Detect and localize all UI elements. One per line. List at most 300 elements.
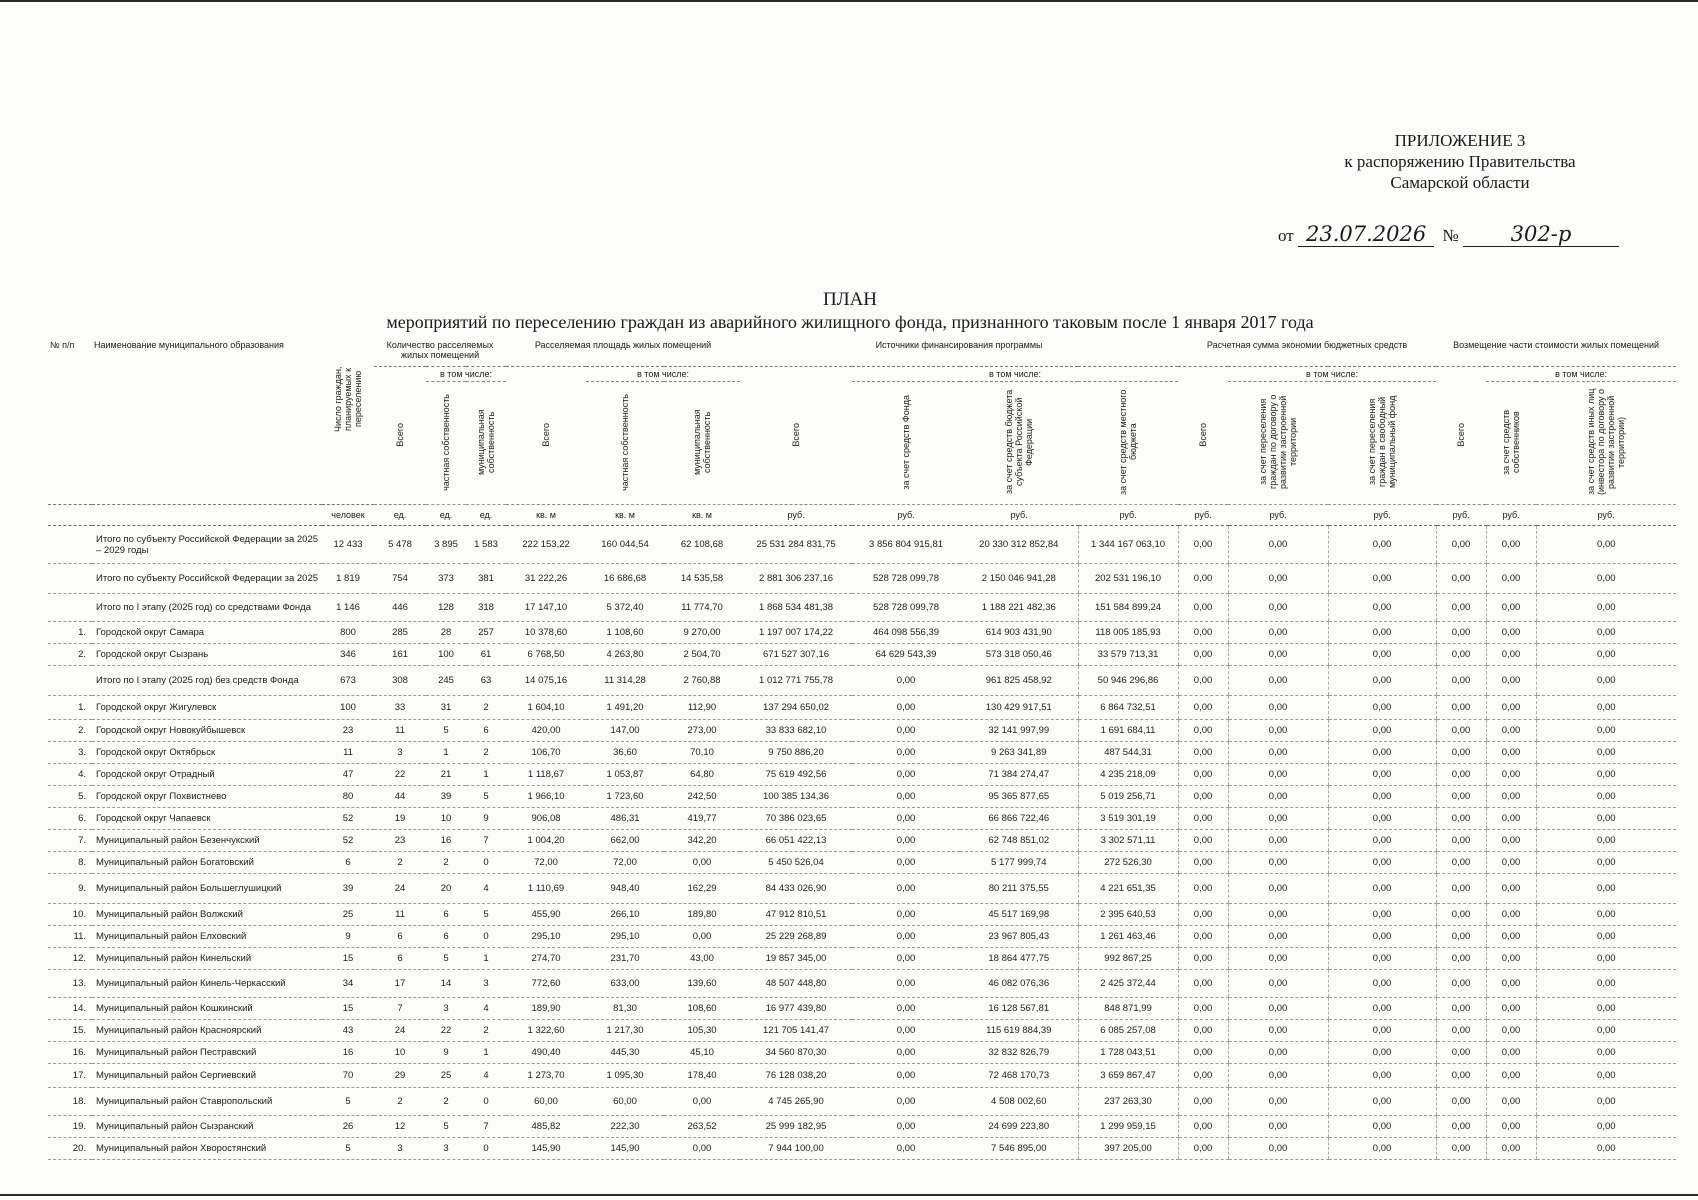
value-cell: 0,00 (852, 808, 960, 830)
comp-other-header: за счет средств иных лиц (инвестора по договору о развитии застроенной территории) (1536, 382, 1676, 505)
value-cell: 62 108,68 (664, 526, 740, 564)
row-number: 16. (48, 1042, 92, 1064)
table-row (48, 696, 1676, 720)
value-cell: 0,00 (1436, 1138, 1486, 1160)
value-cell: 373 (426, 564, 466, 594)
value-cell: 0,00 (852, 830, 960, 852)
value-cell: 0,00 (1536, 696, 1676, 720)
municipality-name: Муниципальный район Кошкинский (92, 998, 322, 1020)
value-cell: 0,00 (1228, 904, 1328, 926)
value-cell: 62 748 851,02 (960, 830, 1078, 852)
value-cell: 0,00 (852, 926, 960, 948)
value-cell: 1 344 167 063,10 (1078, 526, 1178, 564)
value-cell: 0,00 (1328, 1042, 1436, 1064)
value-cell: 528 728 099,78 (852, 594, 960, 622)
bottom-border-line (0, 1194, 1698, 1196)
value-cell: 0,00 (1178, 786, 1228, 808)
value-cell: 80 211 375,55 (960, 874, 1078, 904)
value-cell: 151 584 899,24 (1078, 594, 1178, 622)
value-cell: 0,00 (1178, 948, 1228, 970)
value-cell: 0,00 (1536, 874, 1676, 904)
table-row (48, 742, 1676, 764)
value-cell: 47 912 810,51 (740, 904, 852, 926)
value-cell: 0,00 (1436, 926, 1486, 948)
value-cell: 222,30 (586, 1116, 664, 1138)
value-cell: 3 (426, 1138, 466, 1160)
value-cell: 64 629 543,39 (852, 644, 960, 666)
value-cell: 44 (374, 786, 426, 808)
value-cell: 0,00 (1536, 852, 1676, 874)
value-cell: 0,00 (1328, 852, 1436, 874)
value-cell: 45,10 (664, 1042, 740, 1064)
value-cell: 3 302 571,11 (1078, 830, 1178, 852)
municipality-name: Муниципальный район Волжский (92, 904, 322, 926)
value-cell: 1 583 (466, 526, 506, 564)
value-cell: 0,00 (1328, 764, 1436, 786)
col-name-header: Наименование муниципального образования (92, 340, 322, 505)
value-cell: 0,00 (1178, 998, 1228, 1020)
table-row (48, 1138, 1676, 1160)
value-cell: 72,00 (506, 852, 586, 874)
municipality-name: Городской округ Октябрьск (92, 742, 322, 764)
group-compensation-header: Возмещение части стоимости жилых помещений (1436, 340, 1676, 367)
funds-total-header: Всего (740, 367, 852, 505)
municipality-name: Городской округ Жигулевск (92, 696, 322, 720)
row-number: 18. (48, 1088, 92, 1116)
value-cell: 25 229 268,89 (740, 926, 852, 948)
value-cell: 72 468 170,73 (960, 1064, 1078, 1088)
value-cell: 0,00 (1178, 594, 1228, 622)
value-cell: 0,00 (1486, 948, 1536, 970)
value-cell: 1 728 043,51 (1078, 1042, 1178, 1064)
count-total-header: Всего (374, 367, 426, 505)
row-number: 13. (48, 970, 92, 998)
document-title (340, 288, 1360, 334)
value-cell: 274,70 (506, 948, 586, 970)
value-cell: 28 (426, 622, 466, 644)
value-cell: 20 (426, 874, 466, 904)
value-cell: 0,00 (1436, 1042, 1486, 1064)
value-cell: 137 294 650,02 (740, 696, 852, 720)
value-cell: 0,00 (1178, 1116, 1228, 1138)
value-cell: 0,00 (1436, 874, 1486, 904)
value-cell: 455,90 (506, 904, 586, 926)
value-cell: 3 (374, 1138, 426, 1160)
group-area-header: Расселяемая площадь жилых помещений (506, 340, 740, 367)
value-cell: 0,00 (1178, 622, 1228, 644)
value-cell: 1 966,10 (506, 786, 586, 808)
value-cell: 6 (426, 904, 466, 926)
municipality-name: Муниципальный район Сергиевский (92, 1064, 322, 1088)
value-cell: 0,00 (1436, 970, 1486, 998)
value-cell: 3 895 (426, 526, 466, 564)
unit-cell: ед. (374, 505, 426, 526)
value-cell: 992 867,25 (1078, 948, 1178, 970)
value-cell: 1 868 534 481,38 (740, 594, 852, 622)
value-cell: 70,10 (664, 742, 740, 764)
value-cell: 1 110,69 (506, 874, 586, 904)
value-cell: 1 (466, 948, 506, 970)
row-number: 8. (48, 852, 92, 874)
value-cell: 0,00 (1436, 764, 1486, 786)
municipality-name: Городской округ Самара (92, 622, 322, 644)
table-row (48, 904, 1676, 926)
municipality-name: Итого по I этапу (2025 год) со средствами Фонда (92, 594, 322, 622)
value-cell: 1 004,20 (506, 830, 586, 852)
value-cell: 1 095,30 (586, 1064, 664, 1088)
value-cell: 295,10 (506, 926, 586, 948)
value-cell: 0,00 (852, 742, 960, 764)
value-cell: 0,00 (1328, 1064, 1436, 1088)
value-cell: 0,00 (1178, 1064, 1228, 1088)
value-cell: 2 (374, 852, 426, 874)
handwritten-number: 302-р (1463, 222, 1619, 247)
value-cell: 0,00 (1228, 564, 1328, 594)
value-cell: 84 433 026,90 (740, 874, 852, 904)
value-cell: 3 519 301,19 (1078, 808, 1178, 830)
value-cell: 0,00 (1436, 666, 1486, 696)
value-cell: 1 217,30 (586, 1020, 664, 1042)
value-cell: 0,00 (1536, 948, 1676, 970)
municipality-name: Итого по субъекту Российской Федерации за 2025 (92, 564, 322, 594)
row-number (48, 666, 92, 696)
value-cell: 25 999 182,95 (740, 1116, 852, 1138)
appendix-line-2: к распоряжению Правительства (1344, 152, 1576, 171)
value-cell: 1 261 463,46 (1078, 926, 1178, 948)
comp-incl-header: в том числе: (1486, 367, 1676, 382)
value-cell: 419,77 (664, 808, 740, 830)
value-cell: 118 005 185,93 (1078, 622, 1178, 644)
value-cell: 47 (322, 764, 374, 786)
value-cell: 10 378,60 (506, 622, 586, 644)
value-cell: 39 (426, 786, 466, 808)
value-cell: 17 (374, 970, 426, 998)
appendix-title: ПРИЛОЖЕНИЕ 3 (1394, 131, 1526, 150)
value-cell: 0,00 (1178, 564, 1228, 594)
unit-cell: кв. м (506, 505, 586, 526)
value-cell: 7 944 100,00 (740, 1138, 852, 1160)
value-cell: 2 (374, 1088, 426, 1116)
value-cell: 63 (466, 666, 506, 696)
top-border-line (0, 0, 1698, 2)
value-cell: 0,00 (1436, 998, 1486, 1020)
value-cell: 490,40 (506, 1042, 586, 1064)
value-cell: 162,29 (664, 874, 740, 904)
value-cell: 6 (374, 948, 426, 970)
value-cell: 26 (322, 1116, 374, 1138)
value-cell: 25 (426, 1064, 466, 1088)
value-cell: 257 (466, 622, 506, 644)
value-cell: 0,00 (1228, 696, 1328, 720)
table-row (48, 808, 1676, 830)
value-cell: 10 (426, 808, 466, 830)
value-cell: 0,00 (1436, 696, 1486, 720)
row-number: 1. (48, 696, 92, 720)
value-cell: 0,00 (664, 1138, 740, 1160)
resettlement-plan-table (48, 340, 1676, 1160)
value-cell: 16 128 567,81 (960, 998, 1078, 1020)
value-cell: 115 619 884,39 (960, 1020, 1078, 1042)
value-cell: 14 535,58 (664, 564, 740, 594)
unit-cell: человек (322, 505, 374, 526)
appendix-line-3: Самарской области (1390, 173, 1530, 192)
value-cell: 0,00 (1536, 764, 1676, 786)
value-cell: 24 (374, 1020, 426, 1042)
value-cell: 6 (374, 926, 426, 948)
value-cell: 0,00 (1178, 526, 1228, 564)
value-cell: 16 (322, 1042, 374, 1064)
value-cell: 0,00 (1536, 1064, 1676, 1088)
value-cell: 9 (466, 808, 506, 830)
value-cell: 52 (322, 808, 374, 830)
value-cell: 0,00 (1486, 666, 1536, 696)
value-cell: 2 150 046 941,28 (960, 564, 1078, 594)
value-cell: 0,00 (1436, 564, 1486, 594)
value-cell: 633,00 (586, 970, 664, 998)
value-cell: 5 (322, 1138, 374, 1160)
value-cell: 9 263 341,89 (960, 742, 1078, 764)
value-cell: 0,00 (1436, 1088, 1486, 1116)
value-cell: 0,00 (1178, 830, 1228, 852)
value-cell: 23 (322, 720, 374, 742)
value-cell: 0,00 (852, 764, 960, 786)
group-economy-header: Расчетная сумма экономии бюджетных средств (1178, 340, 1436, 367)
value-cell: 0,00 (1178, 904, 1228, 926)
value-cell: 673 (322, 666, 374, 696)
value-cell: 0,00 (1328, 998, 1436, 1020)
table-body (48, 526, 1676, 1160)
value-cell: 4 (466, 874, 506, 904)
value-cell: 39 (322, 874, 374, 904)
row-number: 5. (48, 786, 92, 808)
value-cell: 34 (322, 970, 374, 998)
value-cell: 0,00 (664, 926, 740, 948)
value-cell: 0,00 (1328, 644, 1436, 666)
value-cell: 81,30 (586, 998, 664, 1020)
value-cell: 1 118,67 (506, 764, 586, 786)
unit-cell: руб. (960, 505, 1078, 526)
value-cell: 4 (466, 1064, 506, 1088)
value-cell: 12 (374, 1116, 426, 1138)
value-cell: 5 (426, 1116, 466, 1138)
value-cell: 75 619 492,56 (740, 764, 852, 786)
unit-cell: ед. (466, 505, 506, 526)
value-cell: 0,00 (1486, 1064, 1536, 1088)
value-cell: 4 (466, 998, 506, 1020)
table-row (48, 1116, 1676, 1138)
group-count-header: Количество расселяемых жилых помещений (374, 340, 506, 367)
value-cell: 0,00 (852, 904, 960, 926)
value-cell: 33 (374, 696, 426, 720)
value-cell: 0,00 (1178, 696, 1228, 720)
count-municipal-header: муниципальная собственность (466, 382, 506, 505)
value-cell: 486,31 (586, 808, 664, 830)
funds-local-header: за счет средств местного бюджета (1078, 382, 1178, 505)
value-cell: 961 825 458,92 (960, 666, 1078, 696)
value-cell: 31 (426, 696, 466, 720)
value-cell: 16 977 439,80 (740, 998, 852, 1020)
value-cell: 0,00 (1328, 948, 1436, 970)
value-cell: 272 526,30 (1078, 852, 1178, 874)
value-cell: 464 098 556,39 (852, 622, 960, 644)
value-cell: 0,00 (1328, 564, 1436, 594)
value-cell: 0,00 (1486, 644, 1536, 666)
value-cell: 36,60 (586, 742, 664, 764)
value-cell: 5 (426, 720, 466, 742)
units-empty-1 (48, 505, 92, 526)
value-cell: 0,00 (1536, 564, 1676, 594)
row-number: 14. (48, 998, 92, 1020)
row-number: 20. (48, 1138, 92, 1160)
value-cell: 0,00 (1328, 970, 1436, 998)
value-cell: 2 (426, 852, 466, 874)
value-cell: 34 560 870,30 (740, 1042, 852, 1064)
value-cell: 29 (374, 1064, 426, 1088)
value-cell: 0,00 (1536, 742, 1676, 764)
value-cell: 24 699 223,80 (960, 1116, 1078, 1138)
value-cell: 446 (374, 594, 426, 622)
value-cell: 0,00 (1178, 808, 1228, 830)
value-cell: 0,00 (1486, 720, 1536, 742)
table-row (48, 564, 1676, 594)
unit-cell: кв. м (586, 505, 664, 526)
value-cell: 1 299 959,15 (1078, 1116, 1178, 1138)
value-cell: 0,00 (1486, 1088, 1536, 1116)
value-cell: 0,00 (664, 852, 740, 874)
value-cell: 0,00 (1228, 622, 1328, 644)
row-number: 15. (48, 1020, 92, 1042)
value-cell: 1 (466, 1042, 506, 1064)
count-private-header: частная собственность (426, 382, 466, 505)
value-cell: 4 221 651,35 (1078, 874, 1178, 904)
municipality-name: Муниципальный район Богатовский (92, 852, 322, 874)
value-cell: 0,00 (1486, 874, 1536, 904)
value-cell: 14 (426, 970, 466, 998)
value-cell: 0,00 (1436, 904, 1486, 926)
value-cell: 1 108,60 (586, 622, 664, 644)
value-cell: 0,00 (1536, 808, 1676, 830)
value-cell: 0,00 (1486, 904, 1536, 926)
value-cell: 76 128 038,20 (740, 1064, 852, 1088)
value-cell: 21 (426, 764, 466, 786)
table-row (48, 1088, 1676, 1116)
table-row (48, 1064, 1676, 1088)
value-cell: 61 (466, 644, 506, 666)
value-cell: 0,00 (1328, 1116, 1436, 1138)
area-incl-header: в том числе: (586, 367, 740, 382)
value-cell: 0,00 (1486, 1116, 1536, 1138)
value-cell: 0,00 (1178, 720, 1228, 742)
value-cell: 0,00 (1228, 852, 1328, 874)
value-cell: 0,00 (1228, 1138, 1328, 1160)
value-cell: 0,00 (1228, 874, 1328, 904)
table-row (48, 622, 1676, 644)
value-cell: 0,00 (1536, 594, 1676, 622)
value-cell: 4 235 218,09 (1078, 764, 1178, 786)
funds-incl-header: в том числе: (852, 367, 1178, 382)
value-cell: 0,00 (1536, 526, 1676, 564)
value-cell: 381 (466, 564, 506, 594)
value-cell: 25 (322, 904, 374, 926)
value-cell: 1 604,10 (506, 696, 586, 720)
value-cell: 43,00 (664, 948, 740, 970)
value-cell: 0,00 (1486, 696, 1536, 720)
value-cell: 0,00 (1178, 970, 1228, 998)
table-row (48, 764, 1676, 786)
value-cell: 0,00 (1178, 742, 1228, 764)
municipality-name: Муниципальный район Кинель-Черкасский (92, 970, 322, 998)
unit-cell: кв. м (664, 505, 740, 526)
value-cell: 0,00 (1328, 904, 1436, 926)
municipality-name: Муниципальный район Безенчукский (92, 830, 322, 852)
value-cell: 6 (426, 926, 466, 948)
value-cell: 0,00 (852, 852, 960, 874)
municipality-name: Муниципальный район Сызранский (92, 1116, 322, 1138)
value-cell: 100 (426, 644, 466, 666)
row-number: 2. (48, 720, 92, 742)
value-cell: 2 504,70 (664, 644, 740, 666)
value-cell: 15 (322, 948, 374, 970)
value-cell: 487 544,31 (1078, 742, 1178, 764)
value-cell: 0,00 (1328, 666, 1436, 696)
value-cell: 23 (374, 830, 426, 852)
value-cell: 1 723,60 (586, 786, 664, 808)
value-cell: 346 (322, 644, 374, 666)
unit-cell: руб. (1486, 505, 1536, 526)
table-row (48, 786, 1676, 808)
value-cell: 14 075,16 (506, 666, 586, 696)
value-cell: 0,00 (1486, 622, 1536, 644)
row-number: 12. (48, 948, 92, 970)
row-number: 11. (48, 926, 92, 948)
value-cell: 1 053,87 (586, 764, 664, 786)
value-cell: 0,00 (1536, 904, 1676, 926)
value-cell: 0,00 (1228, 666, 1328, 696)
value-cell: 0,00 (1228, 1116, 1328, 1138)
row-number: 10. (48, 904, 92, 926)
value-cell: 2 (466, 742, 506, 764)
value-cell: 0,00 (1228, 808, 1328, 830)
value-cell: 263,52 (664, 1116, 740, 1138)
value-cell: 0,00 (1328, 594, 1436, 622)
value-cell: 4 745 265,90 (740, 1088, 852, 1116)
municipality-name: Городской округ Сызрань (92, 644, 322, 666)
table-row (48, 948, 1676, 970)
value-cell: 66 866 722,46 (960, 808, 1078, 830)
value-cell: 66 051 422,13 (740, 830, 852, 852)
handwritten-date: 23.07.2026 (1298, 222, 1434, 247)
value-cell: 7 (466, 830, 506, 852)
value-cell: 5 372,40 (586, 594, 664, 622)
value-cell: 0,00 (1436, 948, 1486, 970)
value-cell: 189,90 (506, 998, 586, 1020)
value-cell: 0,00 (1486, 764, 1536, 786)
value-cell: 0,00 (1228, 644, 1328, 666)
row-number (48, 526, 92, 564)
value-cell: 71 384 274,47 (960, 764, 1078, 786)
value-cell: 0,00 (1436, 852, 1486, 874)
value-cell: 2 (466, 696, 506, 720)
value-cell: 33 833 682,10 (740, 720, 852, 742)
unit-cell: руб. (1228, 505, 1328, 526)
value-cell: 0,00 (852, 948, 960, 970)
value-cell: 800 (322, 622, 374, 644)
value-cell: 0,00 (1328, 1138, 1436, 1160)
value-cell: 160 044,54 (586, 526, 664, 564)
value-cell: 0,00 (1436, 742, 1486, 764)
value-cell: 0,00 (1328, 696, 1436, 720)
value-cell: 3 659 867,47 (1078, 1064, 1178, 1088)
